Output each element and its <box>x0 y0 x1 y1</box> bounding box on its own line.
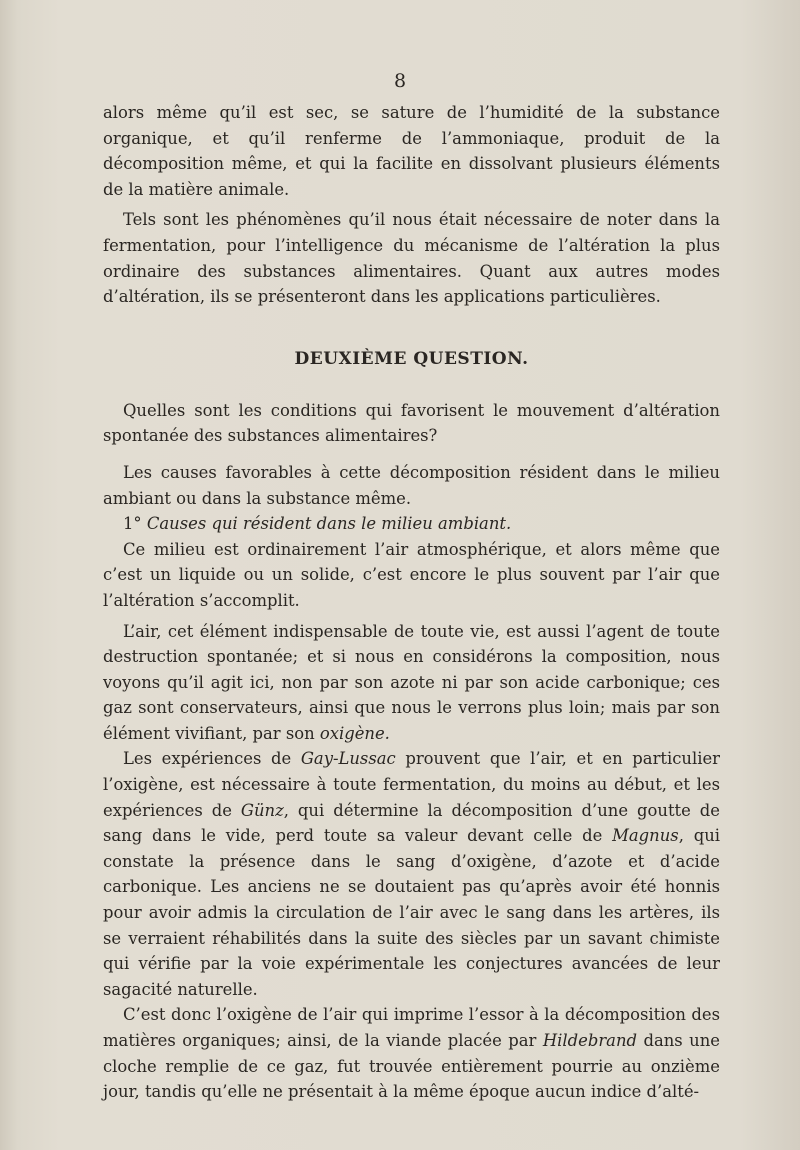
paragraph-air-text: L’air, cet élément indispensable de toute vie, est aussi l’agent de toute destruction spontanée; et si nous en considérons la composition, nous voyons qu’il agit ici, non par son azote ni par son acide carbonique; ces gaz sont conservateurs, ainsi que nous le verrons plus loin; mais par son élément vivifiant, par son <box>103 621 720 743</box>
paragraph-milieu: Ce milieu est ordinairement l’air atmosphérique, et alors même que c’est un liquide ou un solide, c’est encore le plus souvent par l’air que l’altération s’accomplit. <box>103 539 720 610</box>
paragraph-experiences <box>103 746 720 1002</box>
paragraph-air <box>103 619 720 747</box>
subheading-number: 1° <box>123 514 147 534</box>
page-number: 8 <box>393 70 407 92</box>
exp-text-1: Les expériences de <box>123 749 301 769</box>
last-text-1: C’est donc l’oxigène de l’air qui imprime l’essor à la décomposition des matières organiques; ainsi, de la viande placée par <box>103 1005 720 1050</box>
exp-text-3: , qui détermine la décomposition d’une goutte de sang dans le vide, perd toute sa valeur devant celle de <box>103 800 720 846</box>
exp-text-2: prouvent que l’air, et en particulier l’oxigène, est nécessaire à toute fermentation, du moins au début, et les expériences de <box>103 749 720 820</box>
last-text-2: dans une cloche remplie de ce gaz, fut trouvée entièrement pourrie au onzième jour, tandis qu’elle ne présentait à la même époque aucun indice d’alté- <box>103 1031 720 1102</box>
paragraph-fermentation: Tels sont les phénomènes qu’il nous était nécessaire de noter dans la fermentation, pour l’intelligence du mécanisme de l’altération la plus ordinaire des substances alimentaires. Quant aux autres modes d’altération, ils se présenteront dans les applications particulières. <box>103 210 720 307</box>
subheading-causes-milieu <box>103 511 720 537</box>
name-magnus: Magnus <box>612 826 679 846</box>
paragraph-oxigene <box>103 1002 720 1104</box>
name-gunz: Günz <box>240 800 284 820</box>
question-paragraph: Quelles sont les conditions qui favorisent le mouvement d’altération spontanée des substances alimentaires? <box>103 400 720 446</box>
section-heading: DEUXIÈME QUESTION. <box>294 348 529 369</box>
subheading-text: Causes qui résident dans le milieu ambiant. <box>146 514 512 534</box>
name-gay-lussac: Gay-Lussac <box>300 749 396 769</box>
paragraph-continuation: alors même qu’il est sec, se sature de l’humidité de la substance organique, et qu’il renferme de l’ammoniaque, produit de la décomposition même, et qui la facilite en dissolvant plusieurs éléments de la matière animale. <box>103 103 720 199</box>
oxigene-emphasis: oxigène. <box>319 723 390 743</box>
paragraph-causes: Les causes favorables à cette décomposition résident dans le milieu ambiant ou dans la substance même. <box>103 462 720 508</box>
name-hildebrand: Hildebrand <box>542 1031 637 1050</box>
page-body <box>103 100 720 1105</box>
exp-text-4: , qui constate la présence dans le sang d’oxigène, d’azote et d’acide carbonique. Les anciens ne se doutaient pas qu’après avoir été honnis pour avoir admis la circulation de l’air avec le sang dans les artères, ils se verraient réhabilités dans la suite des siècles par un savant chimiste qui vérifie par la voie expérimentale les conjectures avancées de leur sagacité naturelle. <box>103 826 720 999</box>
